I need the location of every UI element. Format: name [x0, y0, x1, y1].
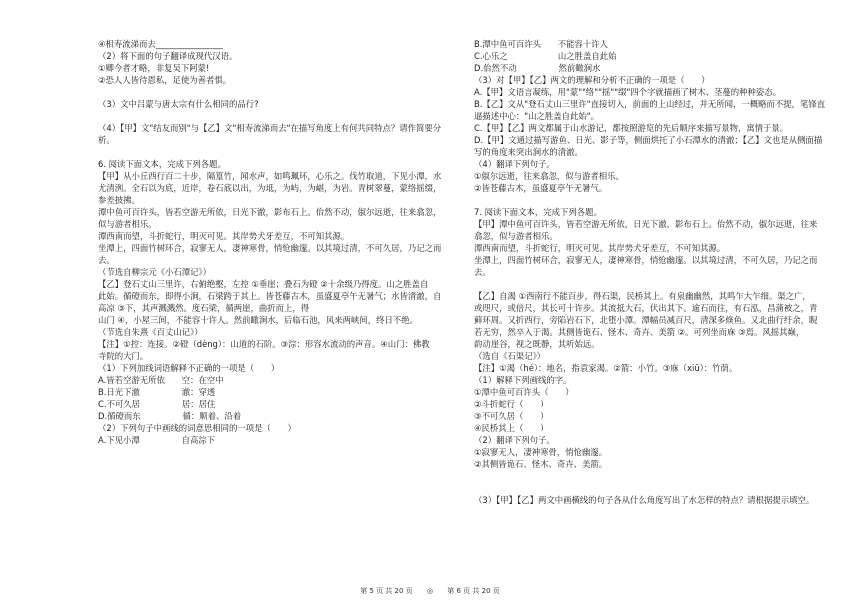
text-line: B.日光下澈 澈：穿透 — [98, 387, 216, 397]
text-line: 翕忽，似与游者相乐。 — [474, 231, 558, 241]
text-line: 【注】①控：连接。②磴（dèng）：山道的石阶。③淙：形容水流动的声音。④山门：佛教 — [98, 339, 430, 349]
right-page-number: 第 6 页 共 20 页 — [447, 587, 500, 595]
text-line: 似与游者相乐。 — [98, 219, 157, 229]
text-line: （2）将下面的句子翻译成现代汉语。 — [98, 51, 238, 61]
text-line: 【乙】自渴 ①西南行不能百步，得石渠，民桥其上。有泉幽幽然，其鸣乍大乍细。渠之广， — [474, 291, 811, 301]
text-line: ③不可久居（ ） — [474, 411, 549, 421]
text-line: （3）【甲】【乙】两文中画横线的句子各从什么角度写出了水怎样的特点？请根据提示填空。 — [474, 495, 815, 505]
text-line: 潭西南而望，斗折蛇行，明灭可见。其岸势犬牙差互，不可知其源。 — [474, 243, 726, 253]
text-line: B.【乙】文从"登石丈山三里许"直接切入，前面的上山经过，并无所闻，一概略而不提，笔锋直 — [474, 99, 826, 109]
text-line: C.心乐之 山之胜盖自此始 — [474, 51, 617, 61]
text-line: 【乙】登石丈山三里许，右俯绝壑，左控 ①垂崖；叠石为磴 ②十余级乃得度。山之胜盖自 — [98, 279, 429, 289]
text-line: （3）对【甲】【乙】两文的理解和分析不正确的一项是（ ） — [474, 75, 710, 85]
left-page-number: 第 5 页 共 20 页 — [360, 587, 413, 595]
blank-line — [474, 278, 834, 290]
text-line: 高凉 ③下，其声溅溅然。度石梁，循两崖，曲折而上，得 — [98, 303, 310, 313]
blank-line — [98, 110, 450, 122]
left-column — [98, 38, 450, 446]
text-line: 参差披拂。 — [98, 195, 140, 205]
text-line: ①卿今者才略，非复吴下阿蒙! — [98, 63, 210, 73]
text-line: ①俶尔远逝，往来翕忽，似与游者相乐。 — [474, 171, 624, 181]
text-line: （1）下列加线词语解释不正确的一项是（ ） — [98, 363, 280, 373]
text-line: ②其侧皆诡石、怪木、奇卉、美箭。 — [474, 459, 608, 469]
text-line: 潭中鱼可百许头，皆若空游无所依，日光下澈，影布石上。佁然不动，俶尔远逝，往来翕忽， — [98, 207, 442, 217]
text-line: （节选自柳宗元《小石潭记》） — [98, 267, 212, 277]
text-line: ②斗折蛇行（ ） — [474, 399, 549, 409]
text-line: 韵动崖谷，视之既静，其听始远。 — [474, 339, 600, 349]
blank-line — [474, 194, 834, 206]
blank-line — [474, 470, 834, 482]
text-line: 【注】①渴（hé）：地名，指袁家渴。②箭：小竹。③庥（xiū）：竹荫。 — [474, 363, 738, 373]
text-line: D.【甲】文通过描写游鱼、日光、影子等，侧面烘托了小石潭水的清澈；【乙】文也是从侧面描 — [474, 135, 823, 145]
text-line: 【甲】从小丘西行百二十步，隔篁竹，闻水声，如鸣珮环，心乐之。伐竹取道，下见小潭，水 — [98, 171, 442, 181]
text-line: 6. 阅读下面文本，完成下列各题。 — [98, 159, 226, 169]
text-line: （4）翻译下列句子。 — [474, 159, 555, 169]
page-separator-icon: ◎ — [426, 587, 434, 595]
text-line: 析。 — [98, 135, 115, 145]
text-line: （2）下列句子中画线的词意思相同的一项是（ ） — [98, 423, 296, 433]
text-line: （节选自朱熹《百丈山记》） — [98, 327, 203, 337]
text-line: ②恐人人皆待恩私，足使为善者惧。 — [98, 75, 232, 85]
text-line: D.佁然不动 然前瞰涧水 — [474, 63, 601, 73]
text-line: 写的角度来突出涧水的清澈。 — [474, 147, 583, 157]
text-line: 【甲】潭中鱼可百许头，皆若空游无所依，日光下澈，影布石上。佁然不动，俶尔远逝，往来 — [474, 219, 818, 229]
text-line: 藓环周。又折西行，旁陷岩石下，北堕小潭。潭幅员减百尺，清深多倏鱼。又北曲行纡余，睨 — [474, 315, 818, 325]
text-line: （1）解释下列画线的字。 — [474, 375, 572, 385]
text-line: C.【甲】【乙】两文都属于山水游记，都按照游览的先后顺序来描写景物，寓情于景。 — [474, 123, 789, 133]
text-line: 或咫尺，或倍尺，其长可十许步。其流抵大石，伏出其下。逾石而往，有石泓，昌蒲被之，青 — [474, 303, 818, 313]
text-line: 去。 — [474, 267, 491, 277]
text-line: （4）【甲】文"结友而别"与【乙】文"相寿流涕而去"在描写角度上有何共同特点？请作简要分 — [98, 123, 442, 133]
right-column — [474, 38, 834, 506]
blank-line — [474, 482, 834, 494]
text-line: ④相寿流涕而去________________ — [98, 39, 223, 49]
text-line: 坐潭上，四面竹树环合，寂寥无人，凄神寒骨，悄怆幽邃。以其境过清，不可久居，乃记之而 — [474, 255, 818, 265]
text-line: A.下见小潭 自高淙下 — [98, 435, 216, 445]
text-line: B.潭中鱼可百许头 不能容十许人 — [474, 39, 609, 49]
text-line: （2）翻译下列句子。 — [474, 435, 555, 445]
blank-line — [98, 86, 450, 98]
text-line: 寺院的大门。 — [98, 351, 149, 361]
text-line: 潭西南而望，斗折蛇行，明灭可见。其岸势犬牙差互，不可知其源。 — [98, 231, 350, 241]
text-line: 去。 — [98, 255, 115, 265]
text-line: ①潭中鱼可百许头（ ） — [474, 387, 574, 397]
text-line: ②皆苍藤古木，虽盛夏亭午无暑气。 — [474, 183, 608, 193]
text-line: （选自《石渠记》） — [474, 351, 546, 361]
text-line: 逼描述中心："山之胜盖自此始"。 — [474, 111, 599, 121]
text-line: A.皆若空游无所依 空：在空中 — [98, 375, 224, 385]
text-line: C.不可久居 居：居住 — [98, 399, 216, 409]
text-line: A.【甲】文语言凝练，用"蒙""络""摇""缀"四个字就描画了树木、茎蔓的种种姿态。 — [474, 87, 782, 97]
text-line: 若无穷，然卒入于渴。其侧皆诡石、怪木、奇卉、美箭 ②。可列坐而庥 ③焉。风摇其巅， — [474, 327, 805, 337]
text-line: 坐潭上，四面竹树环合，寂寥无人，凄神寒骨，悄怆幽邃。以其境过清，不可久居，乃记之而 — [98, 243, 442, 253]
text-line: ①寂寥无人，凄神寒骨，悄怆幽邃。 — [474, 447, 608, 457]
text-line: 尤清洌。全石以为底，近岸，卷石底以出，为坻，为屿，为嵁，为岩。青树翠蔓，蒙络摇缀， — [98, 183, 442, 193]
blank-line — [98, 146, 450, 158]
text-line: D.循磴而东 循：顺着、沿着 — [98, 411, 242, 421]
text-line: 山门 ④，小屋三间，不能容十许人。然前瞰涧水，后临石池，风来两峡间，终日不绝。 — [98, 315, 419, 325]
text-line: ④民桥其上（ ） — [474, 423, 549, 433]
text-line: 此始。循磴而东，即得小涧，石梁跨于其上。皆苍藤古木，虽盛夏亭午无暑气；水皆清澈，自 — [98, 291, 442, 301]
page-footer — [0, 586, 860, 596]
text-line: （3）文中吕蒙与唐太宗有什么相同的品行? — [98, 99, 259, 109]
text-line: 7. 阅读下面文本，完成下列各题。 — [474, 207, 602, 217]
